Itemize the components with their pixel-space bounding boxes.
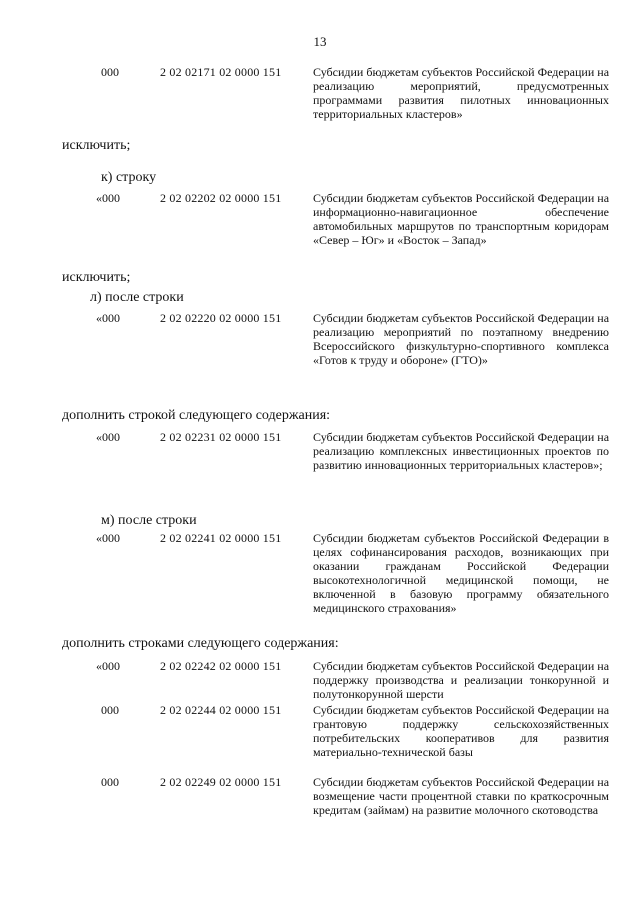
row-kbk: 2 02 02231 02 0000 151 [160,430,282,444]
row-code: «000 [96,191,120,205]
row-description: Субсидии бюджетам субъектов Российской Федерации на реализацию мероприятий по поэтапному внедрению Всероссийского физкультурно-спортивного комплекса «Готов к труду и обороне» (ГТО)» [313,311,610,367]
row-description: Субсидии бюджетам субъектов Российской Федерации на реализацию комплексных инвестиционных проектов по развитию инновационных территориальных кластеров»; [313,430,610,472]
instruction-text: исключить; [62,270,131,285]
subsection-label: м) после строки [101,513,197,528]
instruction-text: дополнить строками следующего содержания: [62,636,339,651]
row-code: «000 [96,659,120,673]
row-description: Субсидии бюджетам субъектов Российской Федерации в целях софинансирования расходов, возникающих при оказании гражданам Российской Федерации высокотехнологичной медицинской помощи, не включенной в базовую программу обязательного медицинского страхования» [313,531,609,615]
row-code: 000 [101,703,119,717]
row-kbk: 2 02 02242 02 0000 151 [160,659,282,673]
row-kbk: 2 02 02202 02 0000 151 [160,191,282,205]
row-kbk: 2 02 02249 02 0000 151 [160,775,282,789]
row-code: 000 [101,775,119,789]
row-description: Субсидии бюджетам субъектов Российской Федерации на поддержку производства и реализации тонкорунной и полутонкорунной шерсти [313,659,610,701]
row-kbk: 2 02 02241 02 0000 151 [160,531,282,545]
row-description: Субсидии бюджетам субъектов Российской Федерации на реализацию мероприятий, предусмотренных программами развития пилотных инновационных территориальных кластеров» [313,65,610,121]
row-description: Субсидии бюджетам субъектов Российской Федерации на возмещение части процентной ставки по краткосрочным кредитам (займам) на развитие молочного скотоводства [313,775,610,817]
subsection-label: к) строку [101,170,157,185]
row-code: «000 [96,311,120,325]
page-number: 13 [313,34,327,49]
row-code: «000 [96,430,120,444]
instruction-text: дополнить строкой следующего содержания: [62,408,331,423]
row-kbk: 2 02 02171 02 0000 151 [160,65,282,79]
row-description: Субсидии бюджетам субъектов Российской Федерации на информационно-навигационное обеспечение автомобильных маршрутов по транспортным коридорам «Север – Юг» и «Восток – Запад» [313,191,610,247]
row-description: Субсидии бюджетам субъектов Российской Федерации на грантовую поддержку сельскохозяйственных потребительских кооперативов для развития материально-технической базы [313,703,610,759]
subsection-label: л) после строки [90,290,184,305]
row-code: 000 [101,65,119,79]
instruction-text: исключить; [62,138,131,153]
row-kbk: 2 02 02220 02 0000 151 [160,311,282,325]
row-kbk: 2 02 02244 02 0000 151 [160,703,282,717]
row-code: «000 [96,531,120,545]
